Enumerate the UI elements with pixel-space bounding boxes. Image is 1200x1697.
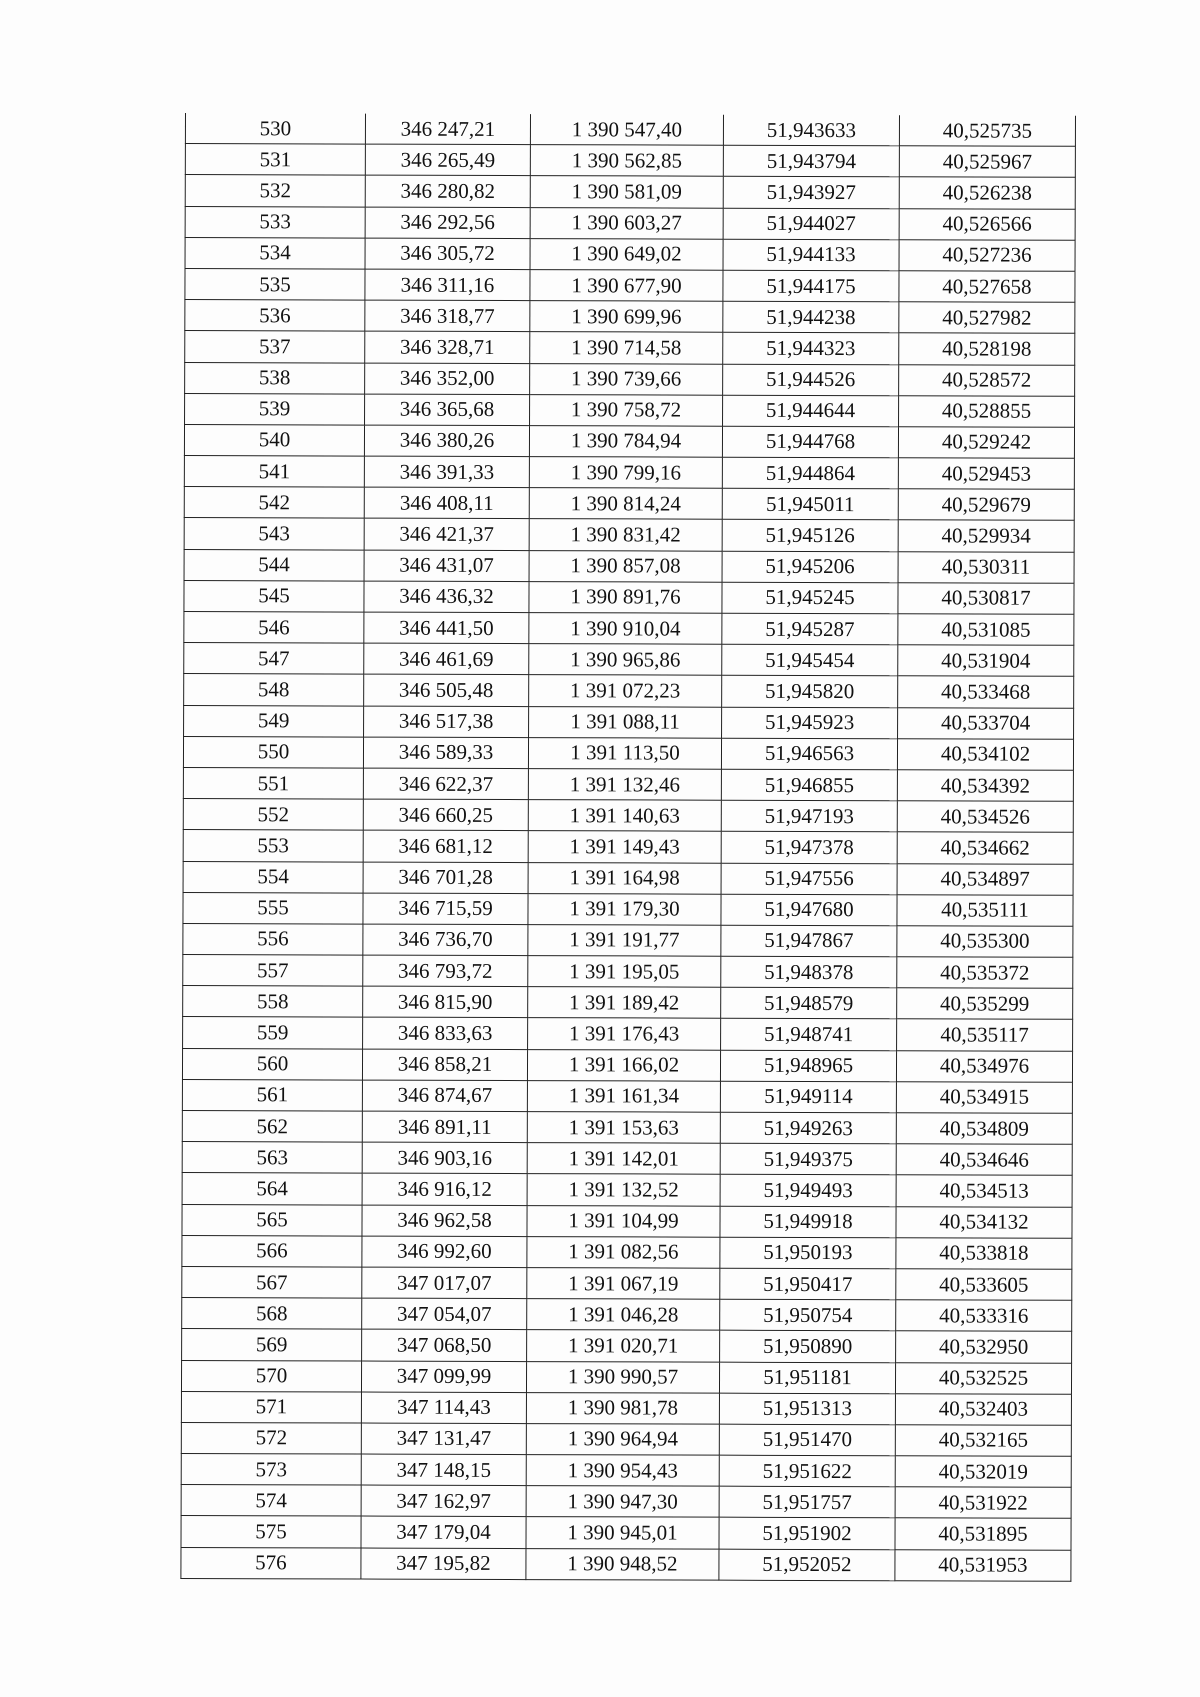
latitude-cell: 51,943927 bbox=[723, 177, 899, 209]
x-coordinate-cell: 346 352,00 bbox=[365, 363, 530, 395]
longitude-cell: 40,534526 bbox=[897, 801, 1073, 833]
point-number-cell: 574 bbox=[181, 1485, 361, 1517]
point-number-cell: 551 bbox=[183, 767, 363, 799]
x-coordinate-cell: 346 858,21 bbox=[362, 1049, 527, 1081]
latitude-cell: 51,944526 bbox=[723, 364, 899, 396]
table-row bbox=[183, 861, 1073, 895]
point-number-cell: 561 bbox=[182, 1079, 362, 1111]
longitude-cell: 40,534915 bbox=[896, 1082, 1072, 1114]
x-coordinate-cell: 347 114,43 bbox=[361, 1392, 526, 1424]
coordinates-table bbox=[180, 113, 1076, 1582]
longitude-cell: 40,527658 bbox=[899, 271, 1075, 303]
y-coordinate-cell: 1 391 161,34 bbox=[527, 1080, 720, 1112]
longitude-cell: 40,535372 bbox=[897, 957, 1073, 989]
longitude-cell: 40,531953 bbox=[895, 1549, 1071, 1581]
latitude-cell: 51,944175 bbox=[723, 270, 899, 302]
longitude-cell: 40,527982 bbox=[899, 302, 1075, 334]
y-coordinate-cell: 1 390 799,16 bbox=[529, 457, 722, 489]
point-number-cell: 564 bbox=[182, 1173, 362, 1205]
x-coordinate-cell: 346 311,16 bbox=[365, 269, 530, 301]
longitude-cell: 40,535111 bbox=[897, 894, 1073, 926]
x-coordinate-cell: 346 421,37 bbox=[364, 519, 529, 551]
x-coordinate-cell: 346 622,37 bbox=[363, 768, 528, 800]
y-coordinate-cell: 1 390 981,78 bbox=[526, 1392, 719, 1424]
y-coordinate-cell: 1 390 562,85 bbox=[530, 145, 723, 177]
y-coordinate-cell: 1 390 581,09 bbox=[530, 176, 723, 208]
latitude-cell: 51,949918 bbox=[720, 1206, 896, 1238]
table-row bbox=[183, 1017, 1073, 1051]
latitude-cell: 51,951902 bbox=[719, 1518, 895, 1550]
x-coordinate-cell: 346 916,12 bbox=[362, 1173, 527, 1205]
table-row bbox=[183, 830, 1073, 864]
latitude-cell: 51,945820 bbox=[722, 676, 898, 708]
x-coordinate-cell: 347 162,97 bbox=[361, 1485, 526, 1517]
latitude-cell: 51,950754 bbox=[720, 1299, 896, 1331]
latitude-cell: 51,947680 bbox=[721, 894, 897, 926]
x-coordinate-cell: 347 131,47 bbox=[361, 1423, 526, 1455]
latitude-cell: 51,951622 bbox=[719, 1455, 895, 1487]
latitude-cell: 51,950193 bbox=[720, 1237, 896, 1269]
longitude-cell: 40,531922 bbox=[895, 1487, 1071, 1519]
table-row bbox=[184, 643, 1074, 677]
y-coordinate-cell: 1 390 831,42 bbox=[529, 519, 722, 551]
longitude-cell: 40,534102 bbox=[897, 738, 1073, 770]
point-number-cell: 538 bbox=[185, 362, 365, 394]
x-coordinate-cell: 346 517,38 bbox=[364, 706, 529, 738]
point-number-cell: 558 bbox=[183, 986, 363, 1018]
table-row bbox=[182, 1110, 1072, 1144]
longitude-cell: 40,529242 bbox=[898, 427, 1074, 459]
longitude-cell: 40,534662 bbox=[897, 832, 1073, 864]
point-number-cell: 532 bbox=[185, 175, 365, 207]
x-coordinate-cell: 346 247,21 bbox=[365, 114, 530, 145]
y-coordinate-cell: 1 391 104,99 bbox=[527, 1205, 720, 1237]
latitude-cell: 51,943794 bbox=[723, 145, 899, 177]
y-coordinate-cell: 1 390 945,01 bbox=[526, 1517, 719, 1549]
longitude-cell: 40,534976 bbox=[896, 1050, 1072, 1082]
table-row bbox=[181, 1454, 1071, 1488]
table-row bbox=[182, 1079, 1072, 1113]
latitude-cell: 51,945287 bbox=[722, 613, 898, 645]
x-coordinate-cell: 346 660,25 bbox=[363, 799, 528, 831]
x-coordinate-cell: 346 874,67 bbox=[362, 1080, 527, 1112]
point-number-cell: 541 bbox=[184, 456, 364, 488]
point-number-cell: 562 bbox=[182, 1110, 362, 1142]
longitude-cell: 40,532019 bbox=[895, 1456, 1071, 1488]
y-coordinate-cell: 1 390 739,66 bbox=[530, 363, 723, 395]
y-coordinate-cell: 1 391 140,63 bbox=[528, 800, 721, 832]
x-coordinate-cell: 346 265,49 bbox=[365, 144, 530, 176]
x-coordinate-cell: 346 431,07 bbox=[364, 550, 529, 582]
point-number-cell: 555 bbox=[183, 892, 363, 924]
point-number-cell: 534 bbox=[185, 237, 365, 269]
point-number-cell: 563 bbox=[182, 1142, 362, 1174]
point-number-cell: 566 bbox=[182, 1235, 362, 1267]
point-number-cell: 556 bbox=[183, 923, 363, 955]
table-row bbox=[183, 767, 1073, 801]
x-coordinate-cell: 347 068,50 bbox=[362, 1329, 527, 1361]
y-coordinate-cell: 1 390 964,94 bbox=[526, 1423, 719, 1455]
point-number-cell: 560 bbox=[182, 1048, 362, 1080]
table-row bbox=[182, 1298, 1072, 1332]
y-coordinate-cell: 1 391 132,52 bbox=[527, 1174, 720, 1206]
table-row bbox=[182, 1142, 1072, 1176]
x-coordinate-cell: 346 461,69 bbox=[364, 643, 529, 675]
table-row bbox=[181, 1547, 1071, 1581]
y-coordinate-cell: 1 390 948,52 bbox=[526, 1548, 719, 1580]
latitude-cell: 51,949375 bbox=[720, 1143, 896, 1175]
x-coordinate-cell: 347 017,07 bbox=[362, 1267, 527, 1299]
latitude-cell: 51,943633 bbox=[723, 115, 899, 146]
table-row bbox=[185, 113, 1075, 146]
latitude-cell: 51,945923 bbox=[722, 707, 898, 739]
x-coordinate-cell: 346 505,48 bbox=[364, 674, 529, 706]
x-coordinate-cell: 347 099,99 bbox=[361, 1361, 526, 1393]
table-row bbox=[185, 206, 1075, 240]
x-coordinate-cell: 346 681,12 bbox=[363, 830, 528, 862]
latitude-cell: 51,944323 bbox=[723, 333, 899, 365]
table-row bbox=[184, 580, 1074, 614]
y-coordinate-cell: 1 391 195,05 bbox=[528, 956, 721, 988]
x-coordinate-cell: 346 328,71 bbox=[365, 331, 530, 363]
point-number-cell: 546 bbox=[184, 611, 364, 643]
latitude-cell: 51,947378 bbox=[721, 832, 897, 864]
table-row bbox=[185, 362, 1075, 396]
longitude-cell: 40,532165 bbox=[895, 1425, 1071, 1457]
point-number-cell: 553 bbox=[183, 830, 363, 862]
table-row bbox=[185, 237, 1075, 271]
point-number-cell: 559 bbox=[183, 1017, 363, 1049]
x-coordinate-cell: 346 318,77 bbox=[365, 300, 530, 332]
x-coordinate-cell: 347 148,15 bbox=[361, 1454, 526, 1486]
latitude-cell: 51,951470 bbox=[719, 1424, 895, 1456]
x-coordinate-cell: 346 280,82 bbox=[365, 175, 530, 207]
longitude-cell: 40,525967 bbox=[899, 146, 1075, 178]
x-coordinate-cell: 346 391,33 bbox=[364, 456, 529, 488]
latitude-cell: 51,947867 bbox=[721, 925, 897, 957]
longitude-cell: 40,531895 bbox=[895, 1518, 1071, 1550]
table-row bbox=[183, 923, 1073, 957]
longitude-cell: 40,534392 bbox=[897, 770, 1073, 802]
table-row bbox=[185, 175, 1075, 209]
table-row bbox=[185, 331, 1075, 365]
latitude-cell: 51,944027 bbox=[723, 208, 899, 240]
table-row bbox=[181, 1391, 1071, 1425]
x-coordinate-cell: 346 992,60 bbox=[362, 1236, 527, 1268]
y-coordinate-cell: 1 390 990,57 bbox=[526, 1361, 719, 1393]
y-coordinate-cell: 1 390 649,02 bbox=[530, 238, 723, 270]
y-coordinate-cell: 1 390 784,94 bbox=[529, 425, 722, 457]
x-coordinate-cell: 346 365,68 bbox=[365, 394, 530, 426]
table-row bbox=[185, 144, 1075, 178]
longitude-cell: 40,534132 bbox=[896, 1206, 1072, 1238]
longitude-cell: 40,535117 bbox=[897, 1019, 1073, 1051]
longitude-cell: 40,534809 bbox=[896, 1113, 1072, 1145]
x-coordinate-cell: 346 736,70 bbox=[363, 924, 528, 956]
longitude-cell: 40,535299 bbox=[897, 988, 1073, 1020]
y-coordinate-cell: 1 390 910,04 bbox=[529, 613, 722, 645]
longitude-cell: 40,533316 bbox=[896, 1300, 1072, 1332]
table-row bbox=[184, 424, 1074, 458]
latitude-cell: 51,950417 bbox=[720, 1268, 896, 1300]
table-row bbox=[183, 955, 1073, 989]
point-number-cell: 545 bbox=[184, 580, 364, 612]
longitude-cell: 40,535300 bbox=[897, 926, 1073, 958]
table-row bbox=[185, 300, 1075, 334]
latitude-cell: 51,948965 bbox=[720, 1050, 896, 1082]
point-number-cell: 571 bbox=[181, 1391, 361, 1423]
point-number-cell: 533 bbox=[185, 206, 365, 238]
longitude-cell: 40,533468 bbox=[898, 676, 1074, 708]
point-number-cell: 535 bbox=[185, 268, 365, 300]
table-row bbox=[184, 705, 1074, 739]
x-coordinate-cell: 346 903,16 bbox=[362, 1142, 527, 1174]
latitude-cell: 51,949493 bbox=[720, 1175, 896, 1207]
y-coordinate-cell: 1 390 947,30 bbox=[526, 1486, 719, 1518]
y-coordinate-cell: 1 391 189,42 bbox=[528, 987, 721, 1019]
latitude-cell: 51,949263 bbox=[720, 1112, 896, 1144]
latitude-cell: 51,946855 bbox=[721, 769, 897, 801]
y-coordinate-cell: 1 391 088,11 bbox=[529, 706, 722, 738]
table-row bbox=[181, 1485, 1071, 1519]
table-row bbox=[184, 611, 1074, 645]
longitude-cell: 40,529934 bbox=[898, 520, 1074, 552]
latitude-cell: 51,949114 bbox=[720, 1081, 896, 1113]
latitude-cell: 51,951181 bbox=[719, 1362, 895, 1394]
x-coordinate-cell: 346 305,72 bbox=[365, 238, 530, 270]
y-coordinate-cell: 1 390 891,76 bbox=[529, 581, 722, 613]
y-coordinate-cell: 1 391 020,71 bbox=[527, 1330, 720, 1362]
y-coordinate-cell: 1 391 149,43 bbox=[528, 831, 721, 863]
latitude-cell: 51,945454 bbox=[722, 644, 898, 676]
longitude-cell: 40,530311 bbox=[898, 551, 1074, 583]
latitude-cell: 51,944864 bbox=[722, 457, 898, 489]
y-coordinate-cell: 1 390 758,72 bbox=[530, 394, 723, 426]
table-row bbox=[182, 1329, 1072, 1363]
y-coordinate-cell: 1 391 082,56 bbox=[527, 1236, 720, 1268]
point-number-cell: 557 bbox=[183, 955, 363, 987]
y-coordinate-cell: 1 390 814,24 bbox=[529, 488, 722, 520]
table-row bbox=[182, 1173, 1072, 1207]
x-coordinate-cell: 346 962,58 bbox=[362, 1205, 527, 1237]
table-row bbox=[183, 986, 1073, 1020]
latitude-cell: 51,944133 bbox=[723, 239, 899, 271]
point-number-cell: 552 bbox=[183, 799, 363, 831]
point-number-cell: 565 bbox=[182, 1204, 362, 1236]
longitude-cell: 40,532403 bbox=[895, 1393, 1071, 1425]
point-number-cell: 543 bbox=[184, 518, 364, 550]
point-number-cell: 549 bbox=[184, 705, 364, 737]
point-number-cell: 531 bbox=[185, 144, 365, 176]
point-number-cell: 548 bbox=[184, 674, 364, 706]
longitude-cell: 40,534646 bbox=[896, 1144, 1072, 1176]
longitude-cell: 40,528572 bbox=[899, 364, 1075, 396]
y-coordinate-cell: 1 391 176,43 bbox=[528, 1018, 721, 1050]
table-row bbox=[181, 1516, 1071, 1550]
point-number-cell: 537 bbox=[185, 331, 365, 363]
y-coordinate-cell: 1 390 714,58 bbox=[530, 332, 723, 364]
latitude-cell: 51,952052 bbox=[719, 1549, 895, 1581]
latitude-cell: 51,945011 bbox=[722, 488, 898, 520]
latitude-cell: 51,951757 bbox=[719, 1486, 895, 1518]
point-number-cell: 544 bbox=[184, 549, 364, 581]
coordinates-table-body bbox=[181, 113, 1076, 1581]
latitude-cell: 51,945206 bbox=[722, 551, 898, 583]
longitude-cell: 40,527236 bbox=[899, 239, 1075, 271]
y-coordinate-cell: 1 390 547,40 bbox=[530, 114, 723, 145]
point-number-cell: 539 bbox=[185, 393, 365, 425]
y-coordinate-cell: 1 391 072,23 bbox=[529, 675, 722, 707]
y-coordinate-cell: 1 391 164,98 bbox=[528, 862, 721, 894]
point-number-cell: 573 bbox=[181, 1454, 361, 1486]
table-row bbox=[182, 1048, 1072, 1082]
latitude-cell: 51,950890 bbox=[720, 1330, 896, 1362]
point-number-cell: 568 bbox=[182, 1298, 362, 1330]
table-row bbox=[183, 736, 1073, 770]
y-coordinate-cell: 1 391 153,63 bbox=[527, 1112, 720, 1144]
y-coordinate-cell: 1 390 857,08 bbox=[529, 550, 722, 582]
table-row bbox=[183, 892, 1073, 926]
longitude-cell: 40,532525 bbox=[895, 1362, 1071, 1394]
y-coordinate-cell: 1 390 677,90 bbox=[530, 270, 723, 302]
x-coordinate-cell: 346 815,90 bbox=[363, 986, 528, 1018]
y-coordinate-cell: 1 391 113,50 bbox=[528, 737, 721, 769]
latitude-cell: 51,947193 bbox=[721, 800, 897, 832]
longitude-cell: 40,533704 bbox=[898, 707, 1074, 739]
table-row bbox=[185, 393, 1075, 427]
table-row bbox=[184, 518, 1074, 552]
longitude-cell: 40,531904 bbox=[898, 645, 1074, 677]
latitude-cell: 51,946563 bbox=[721, 738, 897, 770]
point-number-cell: 575 bbox=[181, 1516, 361, 1548]
y-coordinate-cell: 1 391 046,28 bbox=[527, 1299, 720, 1331]
latitude-cell: 51,948579 bbox=[721, 987, 897, 1019]
latitude-cell: 51,947556 bbox=[721, 863, 897, 895]
x-coordinate-cell: 346 441,50 bbox=[364, 612, 529, 644]
longitude-cell: 40,525735 bbox=[899, 115, 1075, 146]
latitude-cell: 51,944768 bbox=[722, 426, 898, 458]
longitude-cell: 40,528855 bbox=[899, 395, 1075, 427]
x-coordinate-cell: 346 715,59 bbox=[363, 893, 528, 925]
x-coordinate-cell: 346 408,11 bbox=[364, 487, 529, 519]
latitude-cell: 51,944644 bbox=[723, 395, 899, 427]
point-number-cell: 576 bbox=[181, 1547, 361, 1579]
table-row bbox=[181, 1422, 1071, 1456]
y-coordinate-cell: 1 391 142,01 bbox=[527, 1143, 720, 1175]
y-coordinate-cell: 1 391 191,77 bbox=[528, 924, 721, 956]
table-row bbox=[184, 456, 1074, 490]
table-row bbox=[184, 549, 1074, 583]
longitude-cell: 40,529453 bbox=[898, 458, 1074, 490]
point-number-cell: 570 bbox=[181, 1360, 361, 1392]
y-coordinate-cell: 1 391 179,30 bbox=[528, 893, 721, 925]
x-coordinate-cell: 346 436,32 bbox=[364, 581, 529, 613]
table-row bbox=[184, 487, 1074, 521]
latitude-cell: 51,945245 bbox=[722, 582, 898, 614]
y-coordinate-cell: 1 391 132,46 bbox=[528, 769, 721, 801]
table-row bbox=[181, 1360, 1071, 1394]
longitude-cell: 40,529679 bbox=[898, 489, 1074, 521]
point-number-cell: 542 bbox=[184, 487, 364, 519]
table-row bbox=[183, 799, 1073, 833]
y-coordinate-cell: 1 390 699,96 bbox=[530, 301, 723, 333]
point-number-cell: 530 bbox=[185, 113, 365, 144]
latitude-cell: 51,944238 bbox=[723, 301, 899, 333]
x-coordinate-cell: 347 054,07 bbox=[362, 1298, 527, 1330]
x-coordinate-cell: 346 292,56 bbox=[365, 207, 530, 239]
x-coordinate-cell: 346 833,63 bbox=[363, 1018, 528, 1050]
y-coordinate-cell: 1 391 166,02 bbox=[527, 1049, 720, 1081]
longitude-cell: 40,532950 bbox=[896, 1331, 1072, 1363]
longitude-cell: 40,534897 bbox=[897, 863, 1073, 895]
point-number-cell: 550 bbox=[183, 736, 363, 768]
longitude-cell: 40,531085 bbox=[898, 614, 1074, 646]
longitude-cell: 40,526566 bbox=[899, 208, 1075, 240]
y-coordinate-cell: 1 391 067,19 bbox=[527, 1268, 720, 1300]
longitude-cell: 40,528198 bbox=[899, 333, 1075, 365]
longitude-cell: 40,533818 bbox=[896, 1237, 1072, 1269]
x-coordinate-cell: 347 179,04 bbox=[361, 1516, 526, 1548]
table-row bbox=[184, 674, 1074, 708]
x-coordinate-cell: 346 380,26 bbox=[364, 425, 529, 457]
point-number-cell: 554 bbox=[183, 861, 363, 893]
latitude-cell: 51,948378 bbox=[721, 956, 897, 988]
table-row bbox=[182, 1204, 1072, 1238]
x-coordinate-cell: 346 793,72 bbox=[363, 955, 528, 987]
point-number-cell: 540 bbox=[184, 424, 364, 456]
point-number-cell: 569 bbox=[182, 1329, 362, 1361]
point-number-cell: 572 bbox=[181, 1422, 361, 1454]
y-coordinate-cell: 1 390 965,86 bbox=[529, 644, 722, 676]
x-coordinate-cell: 346 891,11 bbox=[362, 1111, 527, 1143]
longitude-cell: 40,530817 bbox=[898, 583, 1074, 615]
table-row bbox=[185, 268, 1075, 302]
latitude-cell: 51,948741 bbox=[721, 1019, 897, 1051]
point-number-cell: 567 bbox=[182, 1266, 362, 1298]
table-row bbox=[182, 1235, 1072, 1269]
table-row bbox=[182, 1266, 1072, 1300]
longitude-cell: 40,526238 bbox=[899, 177, 1075, 209]
point-number-cell: 536 bbox=[185, 300, 365, 332]
x-coordinate-cell: 346 589,33 bbox=[363, 737, 528, 769]
longitude-cell: 40,533605 bbox=[896, 1269, 1072, 1301]
latitude-cell: 51,951313 bbox=[719, 1393, 895, 1425]
point-number-cell: 547 bbox=[184, 643, 364, 675]
y-coordinate-cell: 1 390 603,27 bbox=[530, 207, 723, 239]
longitude-cell: 40,534513 bbox=[896, 1175, 1072, 1207]
latitude-cell: 51,945126 bbox=[722, 520, 898, 552]
x-coordinate-cell: 347 195,82 bbox=[361, 1548, 526, 1580]
y-coordinate-cell: 1 390 954,43 bbox=[526, 1455, 719, 1487]
x-coordinate-cell: 346 701,28 bbox=[363, 862, 528, 894]
